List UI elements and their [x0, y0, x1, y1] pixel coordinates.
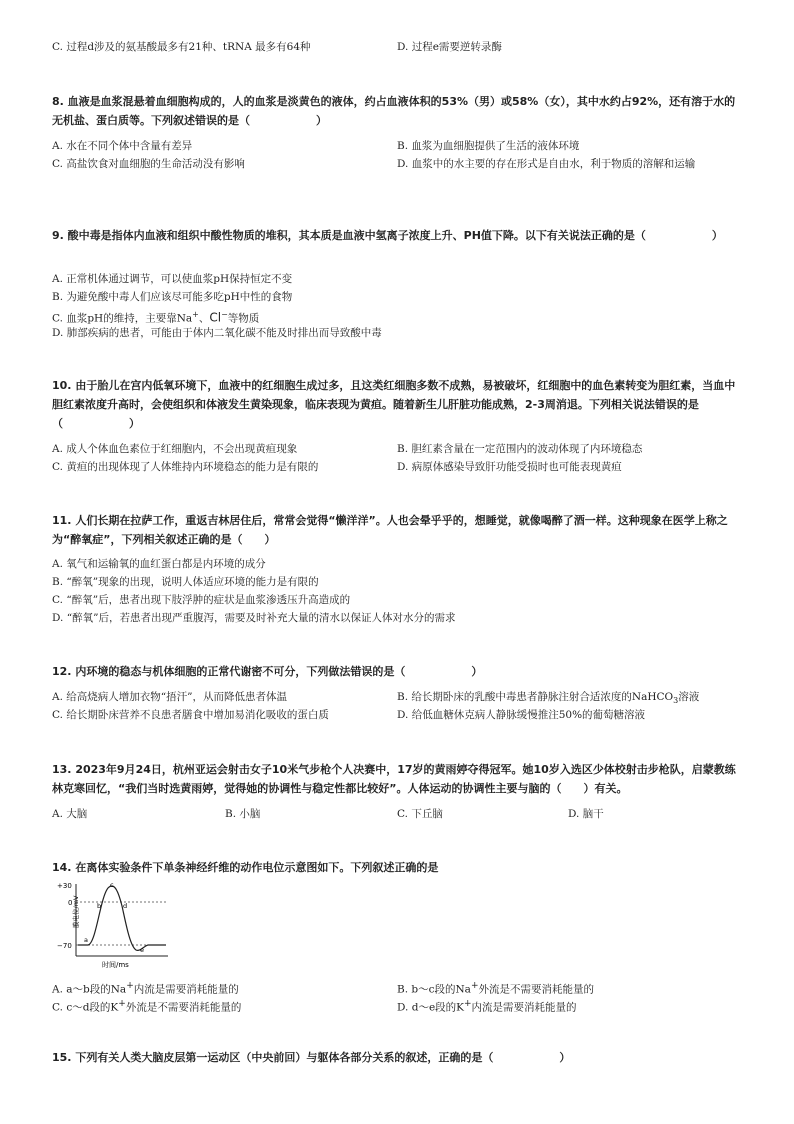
question-13-option-d: D. 脑干: [568, 808, 604, 820]
question-9-option-b: B. 为避免酸中毒人们应该尽可能多吃pH中性的食物: [52, 291, 293, 303]
q12b-sub: 3: [673, 696, 679, 706]
question-10-option-a: A. 成人个体血色素位于红细胞内，不会出现黄疸现象: [52, 443, 298, 455]
question-11-option-c: C. “醉氧”后，患者出现下肢浮肿的症状是血浆渗透压升高造成的: [52, 594, 351, 606]
q9c-cl-sup: −: [221, 310, 228, 319]
graph-tick-zero: 0: [68, 899, 73, 907]
graph-tick-plus30: +30: [57, 882, 72, 890]
question-10-option-b: B. 胆红素含量在一定范围内的波动体现了内环境稳态: [397, 443, 643, 455]
question-11-stem: 11. 人们长期在拉萨工作，重返吉林居住后，常常会觉得“懒洋洋”。人也会晕乎乎的，想睡觉，就像喝醉了酒一样。这种现象在医学上称之为“醉氧症”，下列相关叙述正确的是（ ）: [52, 514, 728, 546]
question-9-stem: 9. 酸中毒是指体内血液和组织中酸性物质的堆积，其本质是血液中氢离子浓度上升、PH值下降。以下有关说法正确的是（ ）: [52, 229, 723, 242]
q14b-text: B. b～c段的Na: [397, 983, 471, 996]
q9c-text: C. 血浆pH的维持，主要靠Na: [52, 312, 193, 325]
q9c-sup: +: [192, 310, 199, 319]
graph-curve: [78, 886, 166, 950]
question-11-option-a: A. 氧气和运输氧的血红蛋白都是内环境的成分: [52, 558, 266, 570]
q14d-text: D. d～e段的K: [397, 1001, 464, 1014]
question-12-option-d: D. 给低血糖休克病人静脉缓慢推注50%的葡萄糖溶液: [397, 709, 646, 721]
question-10-option-c: C. 黄疸的出现体现了人体维持内环境稳态的能力是有限的: [52, 461, 319, 473]
graph-point-b: b: [97, 902, 102, 910]
q14c-sup: +: [118, 999, 126, 1009]
graph-point-a: a: [84, 936, 88, 944]
question-12-option-c: C. 给长期卧床营养不良患者膳食中增加易消化吸收的蛋白质: [52, 709, 329, 721]
graph-x-label: 时间/ms: [102, 961, 129, 969]
q14a-sup: +: [126, 981, 134, 991]
question-9-option-d: D. 肺部疾病的患者，可能由于体内二氧化碳不能及时排出而导致酸中毒: [52, 327, 382, 339]
question-10-option-d: D. 病原体感染导致肝功能受损时也可能表现黄疸: [397, 461, 622, 473]
question-14-option-c: [52, 995, 241, 1017]
question-14-stem: 14. 在离体实验条件下单条神经纤维的动作电位示意图如下。下列叙述正确的是: [52, 861, 439, 874]
question-12-stem: 12. 内环境的稳态与机体细胞的正常代谢密不可分，下列做法错误的是（ ）: [52, 665, 483, 678]
q9c-post: 等物质: [227, 312, 260, 325]
action-potential-graph: [56, 878, 176, 970]
q14a-text: A. a～b段的Na: [52, 983, 127, 996]
question-8-option-c: C. 高盐饮食对血细胞的生命活动没有影响: [52, 158, 245, 170]
q9c-sep: 、: [198, 312, 210, 325]
question-8-stem: 8. 血液是血浆混悬着血细胞构成的，人的血浆是淡黄色的液体，约占血液体积的53%（男）或58%（女），其中水约占92%，还有溶于水的无机盐、蛋白质等。下列叙述错误的是（ ）: [52, 95, 736, 127]
question-12-option-a: A. 给高烧病人增加衣物“捂汗”，从而降低患者体温: [52, 691, 287, 703]
question-11-option-d: D. “醉氧”后，若患者出现严重腹泻，需要及时补充大量的清水以保证人体对水分的需求: [52, 612, 456, 624]
graph-tick-minus70: −70: [57, 942, 72, 950]
prev-option-d: D. 过程e需要逆转录酶: [397, 41, 502, 53]
q9c-cl: Cl: [209, 310, 222, 325]
graph-point-e: e: [140, 946, 144, 954]
graph-y-label: 膜电位/mV: [72, 895, 80, 928]
q14b-post: 外流是不需要消耗能量的: [478, 983, 594, 996]
question-8-option-d: D. 血浆中的水主要的存在形式是自由水，利于物质的溶解和运输: [397, 158, 696, 170]
question-15-stem: 15. 下列有关人类大脑皮层第一运动区（中央前回）与躯体各部分关系的叙述，正确的是（ ）: [52, 1051, 571, 1064]
question-13-stem: 13. 2023年9月24日，杭州亚运会射击女子10米气步枪个人决赛中，17岁的黄雨婷夺得冠军。她10岁入选区少体校射击步枪队，启蒙教练林克寒回忆，“我们当时选黄雨婷，觉得她的协调性与稳定性都比较好”。人体运动的协调性主要与脑的（ ）有关。: [52, 763, 736, 795]
question-13-option-b: B. 小脑: [225, 808, 261, 820]
question-14-option-d: [397, 995, 577, 1017]
question-10-stem: 10. 由于胎儿在宫内低氧环境下，血液中的红细胞生成过多，且这类红细胞多数不成熟，易被破坏，红细胞中的血色素转变为胆红素，当血中胆红素浓度升高时，会使组织和体液发生黄染现象，临床表现为黄疸。随着新生儿肝脏功能成熟，2-3周消退。下列相关说法错误的是（ ）: [52, 379, 736, 430]
question-8-option-b: B. 血浆为血细胞提供了生活的液体环境: [397, 140, 580, 152]
question-9-option-a: A. 正常机体通过调节，可以使血浆pH保持恒定不变: [52, 273, 293, 285]
q14a-post: 内流是需要消耗能量的: [133, 983, 239, 996]
question-13-option-a: A. 大脑: [52, 808, 88, 820]
question-8-option-a: A. 水在不同个体中含量有差异: [52, 140, 193, 152]
q14c-post: 外流是不需要消耗能量的: [125, 1001, 242, 1014]
q12b-post: 溶液: [678, 691, 700, 703]
graph-point-c: c: [110, 881, 114, 889]
question-11-option-b: B. “醉氧”现象的出现，说明人体适应环境的能力是有限的: [52, 576, 319, 588]
prev-option-c: C. 过程d涉及的氨基酸最多有21种、tRNA 最多有64种: [52, 41, 311, 53]
q14d-sup: +: [464, 999, 472, 1009]
q14d-post: 内流是需要消耗能量的: [471, 1001, 577, 1014]
q14c-text: C. c～d段的K: [52, 1001, 119, 1014]
graph-point-d: d: [123, 902, 128, 910]
q14b-sup: +: [470, 981, 479, 991]
question-13-option-c: C. 下丘脑: [397, 808, 443, 820]
q12b-text: B. 给长期卧床的乳酸中毒患者静脉注射合适浓度的NaHCO: [397, 691, 674, 703]
